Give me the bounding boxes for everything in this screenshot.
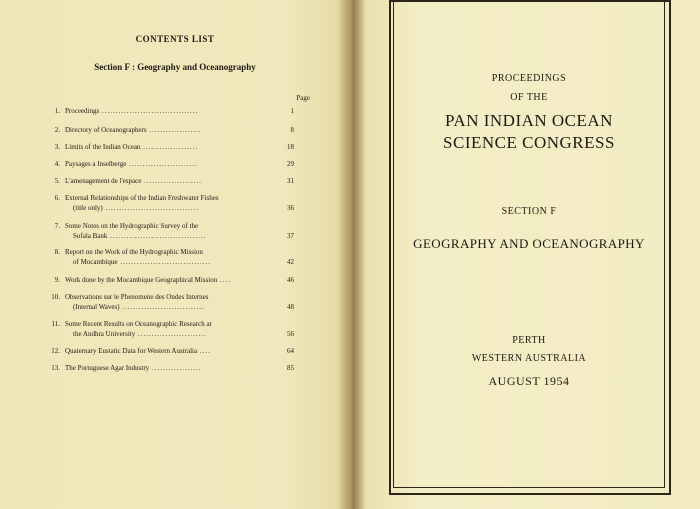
- entry-page-number: 1: [290, 107, 294, 115]
- leader-dots: ...................................: [99, 107, 199, 115]
- contents-entry: [40, 159, 294, 169]
- leader-dots: ....................: [140, 143, 199, 151]
- entry-title: Some Notes on the Hydrographic Survey of the: [65, 222, 199, 230]
- entry-number: 9.: [54, 276, 60, 284]
- leader-dots: ...................................: [107, 232, 207, 240]
- leader-dots: ..............................: [119, 303, 205, 311]
- entry-title: Directory of Oceanographers ...................: [65, 126, 202, 134]
- entry-number: 13.: [51, 364, 60, 372]
- leader-dots: ....: [217, 276, 231, 284]
- leader-dots: .........................: [126, 160, 198, 168]
- entry-number: 2.: [54, 126, 60, 134]
- entry-page-number: 8: [290, 126, 294, 134]
- entry-number: 1.: [54, 107, 60, 115]
- contents-entry: [40, 221, 294, 241]
- publication-date: AUGUST 1954: [488, 374, 570, 388]
- entry-page-number: 56: [287, 330, 294, 338]
- entry-page-number: 46: [287, 276, 294, 284]
- leader-dots: ....: [197, 347, 211, 355]
- entry-page-number: 48: [287, 303, 294, 311]
- section-label: SECTION F: [501, 206, 557, 217]
- entry-number: 10.: [51, 293, 60, 301]
- entry-title: Paysages a Inselberge .........................: [65, 160, 198, 168]
- contents-entry: [40, 106, 294, 116]
- entry-number: 4.: [54, 160, 60, 168]
- contents-entry: [40, 193, 294, 213]
- contents-entry: [40, 346, 294, 356]
- entry-title: of Mocambique .................................: [73, 258, 212, 266]
- entry-page-number: 42: [287, 258, 294, 266]
- city: PERTH: [512, 335, 546, 346]
- contents-title: CONTENTS LIST: [135, 34, 215, 44]
- entry-page-number: 18: [287, 143, 294, 151]
- leader-dots: ..................: [149, 364, 202, 372]
- entry-title: (title only) ..................................: [73, 204, 199, 212]
- contents-entry: [40, 319, 294, 339]
- entry-title: Sofala Bank ...................................: [73, 232, 207, 240]
- entry-page-number: 29: [287, 160, 294, 168]
- entry-title: The Portuguese Agar Industry ..................: [65, 364, 202, 372]
- entry-number: 3.: [54, 143, 60, 151]
- entry-number: 6.: [54, 194, 60, 202]
- leader-dots: .................................: [117, 258, 212, 266]
- entry-title: L'amenagement de l'espace .....................: [65, 177, 202, 185]
- contents-entry: [40, 275, 294, 285]
- entry-number: 5.: [54, 177, 60, 185]
- proceedings-label: PROCEEDINGS: [491, 73, 567, 84]
- entry-title: Limits of the Indian Ocean ....................: [65, 143, 199, 151]
- entry-page-number: 37: [287, 232, 294, 240]
- entry-title: Work done by the Mocambique Geographical Mission ....: [65, 276, 231, 284]
- of-the-label: OF THE: [510, 92, 548, 103]
- entry-title: Some Recent Results on Oceanographic Research at: [65, 320, 212, 328]
- contents-entry: [40, 292, 294, 312]
- leader-dots: .....................: [141, 177, 202, 185]
- entry-page-number: 64: [287, 347, 294, 355]
- entry-page-number: 85: [287, 364, 294, 372]
- entry-title: the Andhra University .........................: [73, 330, 207, 338]
- page-column-header: Page: [296, 94, 310, 102]
- congress-title-line2: SCIENCE CONGRESS: [443, 133, 615, 152]
- leader-dots: ..................................: [102, 204, 199, 212]
- entry-number: 11.: [51, 320, 60, 328]
- entry-title: Proceedings ...................................: [65, 107, 199, 115]
- contents-entry: [40, 176, 294, 186]
- entry-number: 8.: [54, 248, 60, 256]
- contents-entry: [40, 247, 294, 267]
- contents-page: [40, 28, 310, 488]
- entry-title: Report on the Work of the Hydrographic Mission: [65, 248, 203, 256]
- contents-entry: [40, 363, 294, 373]
- congress-title-line1: PAN INDIAN OCEAN: [445, 111, 613, 130]
- entry-title: External Relationships of the Indian Freshwater Fishes: [65, 194, 219, 202]
- entry-title: Quaternary Eustatic Data for Western Australia ....: [65, 347, 211, 355]
- title-page: [389, 0, 669, 493]
- leader-dots: .........................: [135, 330, 207, 338]
- entry-number: 12.: [51, 347, 60, 355]
- leader-dots: ...................: [146, 126, 202, 134]
- state: WESTERN AUSTRALIA: [471, 353, 587, 364]
- section-title: Section F : Geography and Oceanography: [94, 62, 256, 72]
- entry-title: Observations sur le Phenomene des Ondes Internes: [65, 293, 209, 301]
- entry-page-number: 36: [287, 204, 294, 212]
- book-spine: [338, 0, 366, 509]
- section-name: GEOGRAPHY AND OCEANOGRAPHY: [413, 236, 645, 251]
- contents-entry: [40, 142, 294, 152]
- contents-entry: [40, 125, 294, 135]
- entry-page-number: 31: [287, 177, 294, 185]
- entry-title: (Internal Waves) ..............................: [73, 303, 205, 311]
- entry-number: 7.: [54, 222, 60, 230]
